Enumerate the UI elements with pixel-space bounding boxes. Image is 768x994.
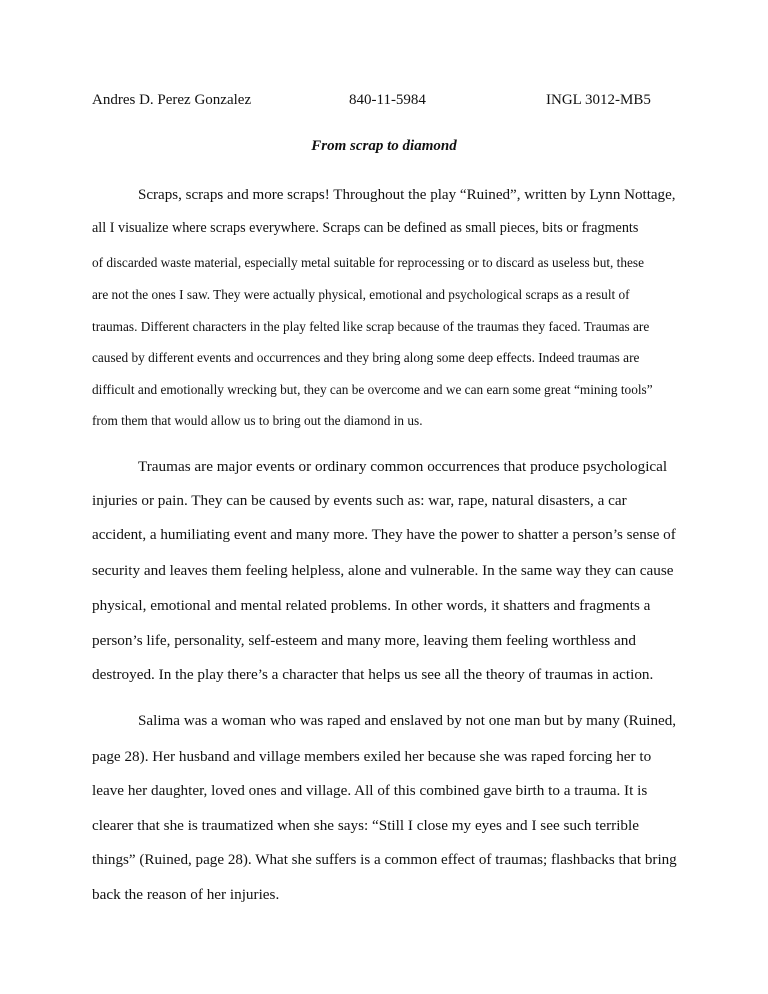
paragraph-1-line-6: caused by different events and occurrences and they bring along some deep effects. Indeed traumas are: [92, 350, 640, 365]
paragraph-3-line-1: Salima was a woman who was raped and enslaved by not one man but by many (Ruined,: [138, 713, 677, 729]
paragraph-1-line-1: Scraps, scraps and more scraps! Throughout the play “Ruined”, written by Lynn Nottage,: [138, 187, 676, 203]
paragraph-1-line-5: traumas. Different characters in the play felted like scrap because of the traumas they faced. Traumas are: [92, 319, 650, 334]
student-id: 840-11-5984: [349, 92, 426, 108]
paragraph-2-line-6: person’s life, personality, self-esteem and many more, leaving them feeling worthless and: [92, 632, 636, 649]
paragraph-2-line-2: injuries or pain. They can be caused by events such as: war, rape, natural disasters, a car: [92, 492, 627, 509]
paragraph-1-line-3: of discarded waste material, especially metal suitable for reprocessing or to discard as useless but, these: [92, 255, 645, 270]
paragraph-1-line-8: from them that would allow us to bring out the diamond in us.: [92, 413, 423, 428]
paragraph-2-line-5: physical, emotional and mental related problems. In other words, it shatters and fragments a: [92, 597, 651, 614]
header-row: [0, 92, 768, 112]
paragraph-3-line-6: back the reason of her injuries.: [92, 886, 280, 903]
paragraph-1-line-2: all I visualize where scraps everywhere. Scraps can be defined as small pieces, bits or fragments: [92, 220, 639, 236]
essay-title: From scrap to diamond: [311, 138, 457, 154]
course-code: INGL 3012-MB5: [546, 92, 651, 108]
paragraph-1-line-4: are not the ones I saw. They were actually physical, emotional and psychological scraps as a result of: [92, 287, 630, 302]
paragraph-3-line-2: page 28). Her husband and village members exiled her because she was raped forcing her to: [92, 748, 652, 765]
author-name: Andres D. Perez Gonzalez: [92, 92, 252, 108]
paragraph-3-line-3: leave her daughter, loved ones and village. All of this combined gave birth to a trauma. It is: [92, 782, 648, 799]
paragraph-2-line-3: accident, a humiliating event and many more. They have the power to shatter a person’s sense of: [92, 527, 676, 543]
paragraph-2-line-7: destroyed. In the play there’s a character that helps us see all the theory of traumas in action.: [92, 666, 654, 683]
paragraph-2-line-4: security and leaves them feeling helpless, alone and vulnerable. In the same way they can cause: [92, 562, 674, 579]
paragraph-3-line-4: clearer that she is traumatized when she says: “Still I close my eyes and I see such terrible: [92, 817, 639, 834]
paragraph-3-line-5: things” (Ruined, page 28). What she suffers is a common effect of traumas; flashbacks that bring: [92, 852, 677, 868]
paragraph-1-line-7: difficult and emotionally wrecking but, they can be overcome and we can earn some great “mining tools”: [92, 382, 653, 397]
paragraph-2-line-1: Traumas are major events or ordinary common occurrences that produce psychological: [138, 458, 668, 475]
